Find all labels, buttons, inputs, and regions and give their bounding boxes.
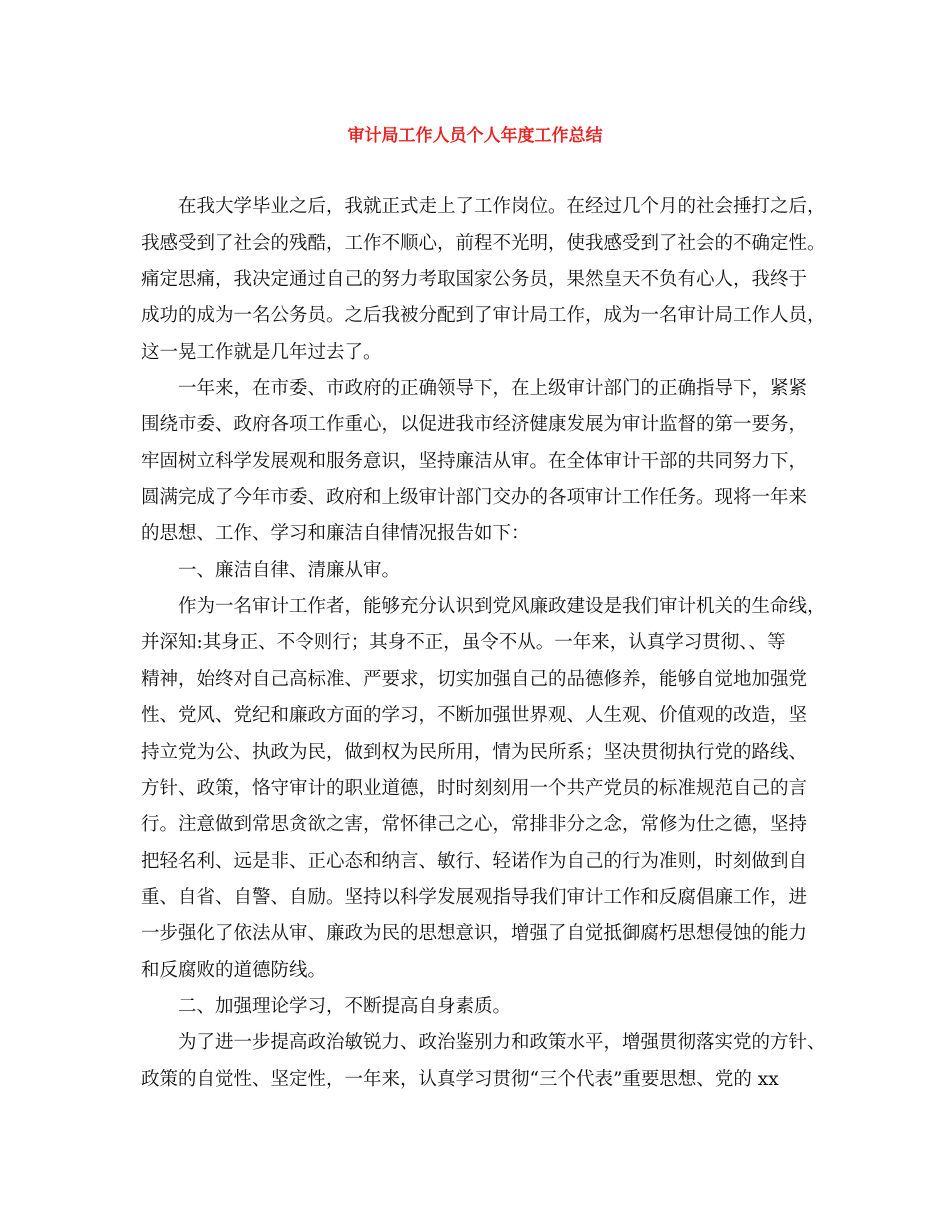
body-line: 和反腐败的道德防线。 — [141, 960, 327, 981]
body-line: 作为一名审计工作者，能够充分认识到党风廉政建设是我们审计机关的生命线， — [178, 596, 826, 617]
section-heading: 一、廉洁自律、清廉从审。 — [178, 560, 401, 581]
body-line: 我感受到了社会的残酷，工作不顺心，前程不光明，使我感受到了社会的不确定性。 — [141, 233, 826, 254]
body-line: 持立党为公、执政为民，做到权为民所用，情为民所系；坚决贯彻执行党的路线、 — [141, 742, 808, 763]
body-line: 政策的自觉性、坚定性，一年来，认真学习贯彻“三个代表”重要思想、党的 xx — [141, 1069, 779, 1090]
body-line: 性、党风、党纪和廉政方面的学习，不断加强世界观、人生观、价值观的改造，坚 — [141, 705, 808, 726]
section-heading: 二、加强理论学习，不断提高自身素质。 — [178, 996, 512, 1017]
body-line: 为了进一步提高政治敏锐力、政治鉴别力和政策水平，增强贯彻落实党的方针、 — [178, 1032, 826, 1053]
body-line: 行。注意做到常思贪欲之害，常怀律己之心，常排非分之念，常修为仕之德，坚持 — [141, 814, 808, 835]
body-line: 重、自省、自警、自励。坚持以科学发展观指导我们审计工作和反腐倡廉工作，进 — [141, 887, 808, 908]
body-line: 精神，始终对自己高标准、严要求，切实加强自己的品德修养，能够自觉地加强党 — [141, 669, 808, 690]
body-line: 成功的成为一名公务员。之后我被分配到了审计局工作，成为一名审计局工作人员， — [141, 305, 826, 326]
body-line: 在我大学毕业之后，我就正式走上了工作岗位。在经过几个月的社会捶打之后， — [178, 196, 826, 217]
body-line: 围绕市委、政府各项工作重心，以促进我市经济健康发展为审计监督的第一要务， — [141, 414, 808, 435]
body-line: 的思想、工作、学习和廉洁自律情况报告如下： — [141, 523, 530, 544]
body-line: 这一晃工作就是几年过去了。 — [141, 342, 382, 363]
body-line: 一年来，在市委、市政府的正确领导下，在上级审计部门的正确指导下，紧紧 — [178, 378, 808, 399]
body-line: 痛定思痛，我决定通过自己的努力考取国家公务员，果然皇天不负有心人，我终于 — [141, 269, 808, 290]
body-line: 圆满完成了今年市委、政府和上级审计部门交办的各项审计工作任务。现将一年来 — [141, 487, 808, 508]
body-line: 并深知:其身正、不令则行；其身不正，虽令不从。一年来，认真学习贯彻、、等 — [141, 632, 786, 653]
body-line: 把轻名利、远是非、正心态和纳言、敏行、轻诺作为自己的行为准则，时刻做到自 — [141, 851, 808, 872]
body-line: 一步强化了依法从审、廉政为民的思想意识，增强了自觉抵御腐朽思想侵蚀的能力 — [141, 923, 808, 944]
body-line: 方针、政策，恪守审计的职业道德，时时刻刻用一个共产党员的标准规范自己的言 — [141, 778, 808, 799]
document-title: 审计局工作人员个人年度工作总结 — [347, 126, 603, 146]
body-line: 牢固树立科学发展观和服务意识，坚持廉洁从审。在全体审计干部的共同努力下， — [141, 451, 808, 472]
